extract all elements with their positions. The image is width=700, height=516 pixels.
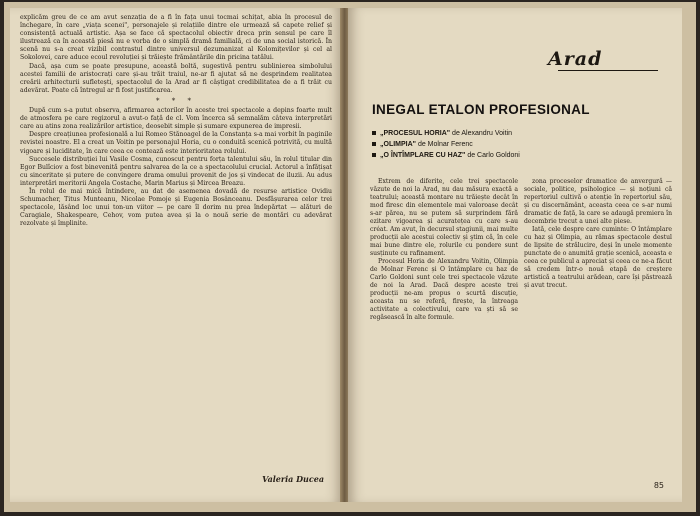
play-item	[372, 150, 520, 161]
section-brand: Arad	[548, 48, 603, 70]
column-1-paragraph-2: Procesul Horia de Alexandru Voitin, Olimpia de Molnar Ferenc și O întâmplare cu haz de Carlo Goldoni sunt cele trei spectacole văzute de noi la Arad. Dacă despre aceste trei producții ne-am propus o scurtă discuție, aceasta nu se referă, firește, la întreaga activitate a colectivului, care va ști să se regăsească în alte formule.	[370, 258, 518, 321]
left-paragraph-4: Despre creațiunea profesională a lui Romeo Stănoagel de la Constanța s-a mai vorbit în paginile revistei noastre. El a creat un Voitin pe personajul Horia, cu o conduită scenică potrivită, cu multă vigoare și luciditate, în care ceea ce contează este interioritatea rolului.	[20, 131, 332, 155]
left-paragraph-5: Succesele distribuției lui Vasile Cosma, cunoscut pentru forța talentului său, în rolul titular din Egor Bulîciov a fost binevenită pentru salvarea de la ce a spectacolului crucial. Actorul a înfățișat cu sinceritate și putere de convingere drama omului provenit de jos și vindecat de iluzii. Au adus interpretări meritorii Angela Costache, Marin Marius și Mircea Breazu.	[20, 155, 332, 187]
left-paragraph-3: După cum s-a putut observa, afirmarea actorilor în aceste trei spectacole a depins foarte mult de atmosfera pe care regizorul a avut-o față de cl. Vom încerca să semnalăm câteva interpretări care au atins zona realizărilor artistice, deosebit simple și sumare expunerea de impresii.	[20, 107, 332, 131]
left-paragraph-2: Dacă, așa cum se poate presupune, această boltă, sugestivă pentru sublinierea simbolului acestei familii de aristocrați care și-au trăit traiul, ne-ar fi ajutat să ne desprindem realitatea creării arhitecturii sufletești, spectacolul de la Arad ar fi câștigat credibilitatea de a fi trăit cu adevărat. Poate că întregul ar fi fost justificarea.	[20, 62, 332, 94]
left-paragraph-6: În rolul de mai mică întindere, au dat de asemenea dovadă de resurse artistice Ovidiu Schumacher, Titus Munteanu, Nicolae Pomoje și Eugenia Bosânceanu. Desfășurarea celor trei spectacole, lăsând loc unui ton-un viitor — pe care îl dorim nu prea îndepărtat — alături de Caragiale, Shakespeare, Cehov, vom putea avea și la o nouă serie de montări cu adevărat rezolvate și împlinite.	[20, 187, 332, 228]
bullet-icon	[372, 131, 376, 135]
brand-underline	[558, 70, 658, 71]
left-paragraph-1: explicăm greu de ce am avut senzația de a fi în fața unui tocmai schițat, abia în procesul de închegare, în care „viața scenei", personajele și relațiile dintre ele urmează să capete relief și consistență actuală artistic. Așa se face că spectacolul obiectiv dreca prin sensul pe care îl ilustrează ca în această piesă nu e vorba de o simplă dramă familială, ci de una social istorică. În scenă nu s-a creat vizibil contrastul dintre universul dezumanizat al Kolomițevilor și cel al Sokolovei, care aduce ecoul revoluției și trăiește frământările din pricina tatălui.	[20, 14, 332, 62]
play-item	[372, 128, 520, 139]
section-separator: * * *	[156, 96, 196, 105]
play-title: „OLIMPIA"	[380, 141, 416, 148]
play-author: de Molnar Ferenc	[417, 141, 473, 148]
column-1-paragraph-1: Extrem de diferite, cele trei spectacole văzute de noi la Arad, nu dau măsura exactă a teatrului; această montare nu trăiește decât în mod firesc din elementele mai valoroase decât s-ar părea, nu se putem să surprindem fără ezitare vigoarea și acuratețea cu care s-au créat. Am avut, în decursul stagiunii, mai multe producții ale acestui colectiv și ştim că, în cele mai bune dintre ele, rolurile cu pondere sunt susținute cu rafinament.	[370, 178, 518, 257]
play-author: de Carlo Goldoni	[467, 152, 520, 159]
play-item	[372, 139, 520, 150]
play-author: de Alexandru Voitin	[452, 130, 512, 137]
article-column-2	[524, 178, 672, 290]
left-text-block	[20, 14, 332, 228]
bullet-icon	[372, 142, 376, 146]
author-signature: Valeria Ducea	[262, 474, 324, 484]
left-page	[10, 8, 342, 502]
column-2-paragraph-2: Iată, cele despre care cuminte: O întâmplare cu haz și Olimpia, au rămas spectacole destul de lipsite de strălucire, deși în unele momente punctate de o anumită grație scenică, aceasta e ceea ce publicul a apreciat și ceea ce ne-a făcut să credem într-o nouă etapă de creștere artistică a teatrului arădean, care își păstrează și avut trecut.	[524, 226, 673, 289]
right-page	[348, 8, 682, 502]
play-list	[372, 128, 520, 161]
article-column-1	[370, 178, 518, 322]
page-number: 85	[653, 481, 664, 490]
article-headline: INEGAL ETALON PROFESIONAL	[372, 102, 590, 117]
play-title: „O ÎNTÎMPLARE CU HAZ"	[380, 152, 466, 159]
column-2-paragraph-1: zona proceselor dramatice de anvergură — sociale, politice, psihologice — și noțiuni că repertoriul cultivă o atenție în repertoriul său, și cu discernământ, aceasta ceea ce s-ar numi dramatic de față, la care se adaugă premiera în decembrie trecut a unei alte piese.	[524, 178, 672, 225]
bullet-icon	[372, 153, 376, 157]
play-title: „PROCESUL HORIA"	[380, 130, 451, 137]
